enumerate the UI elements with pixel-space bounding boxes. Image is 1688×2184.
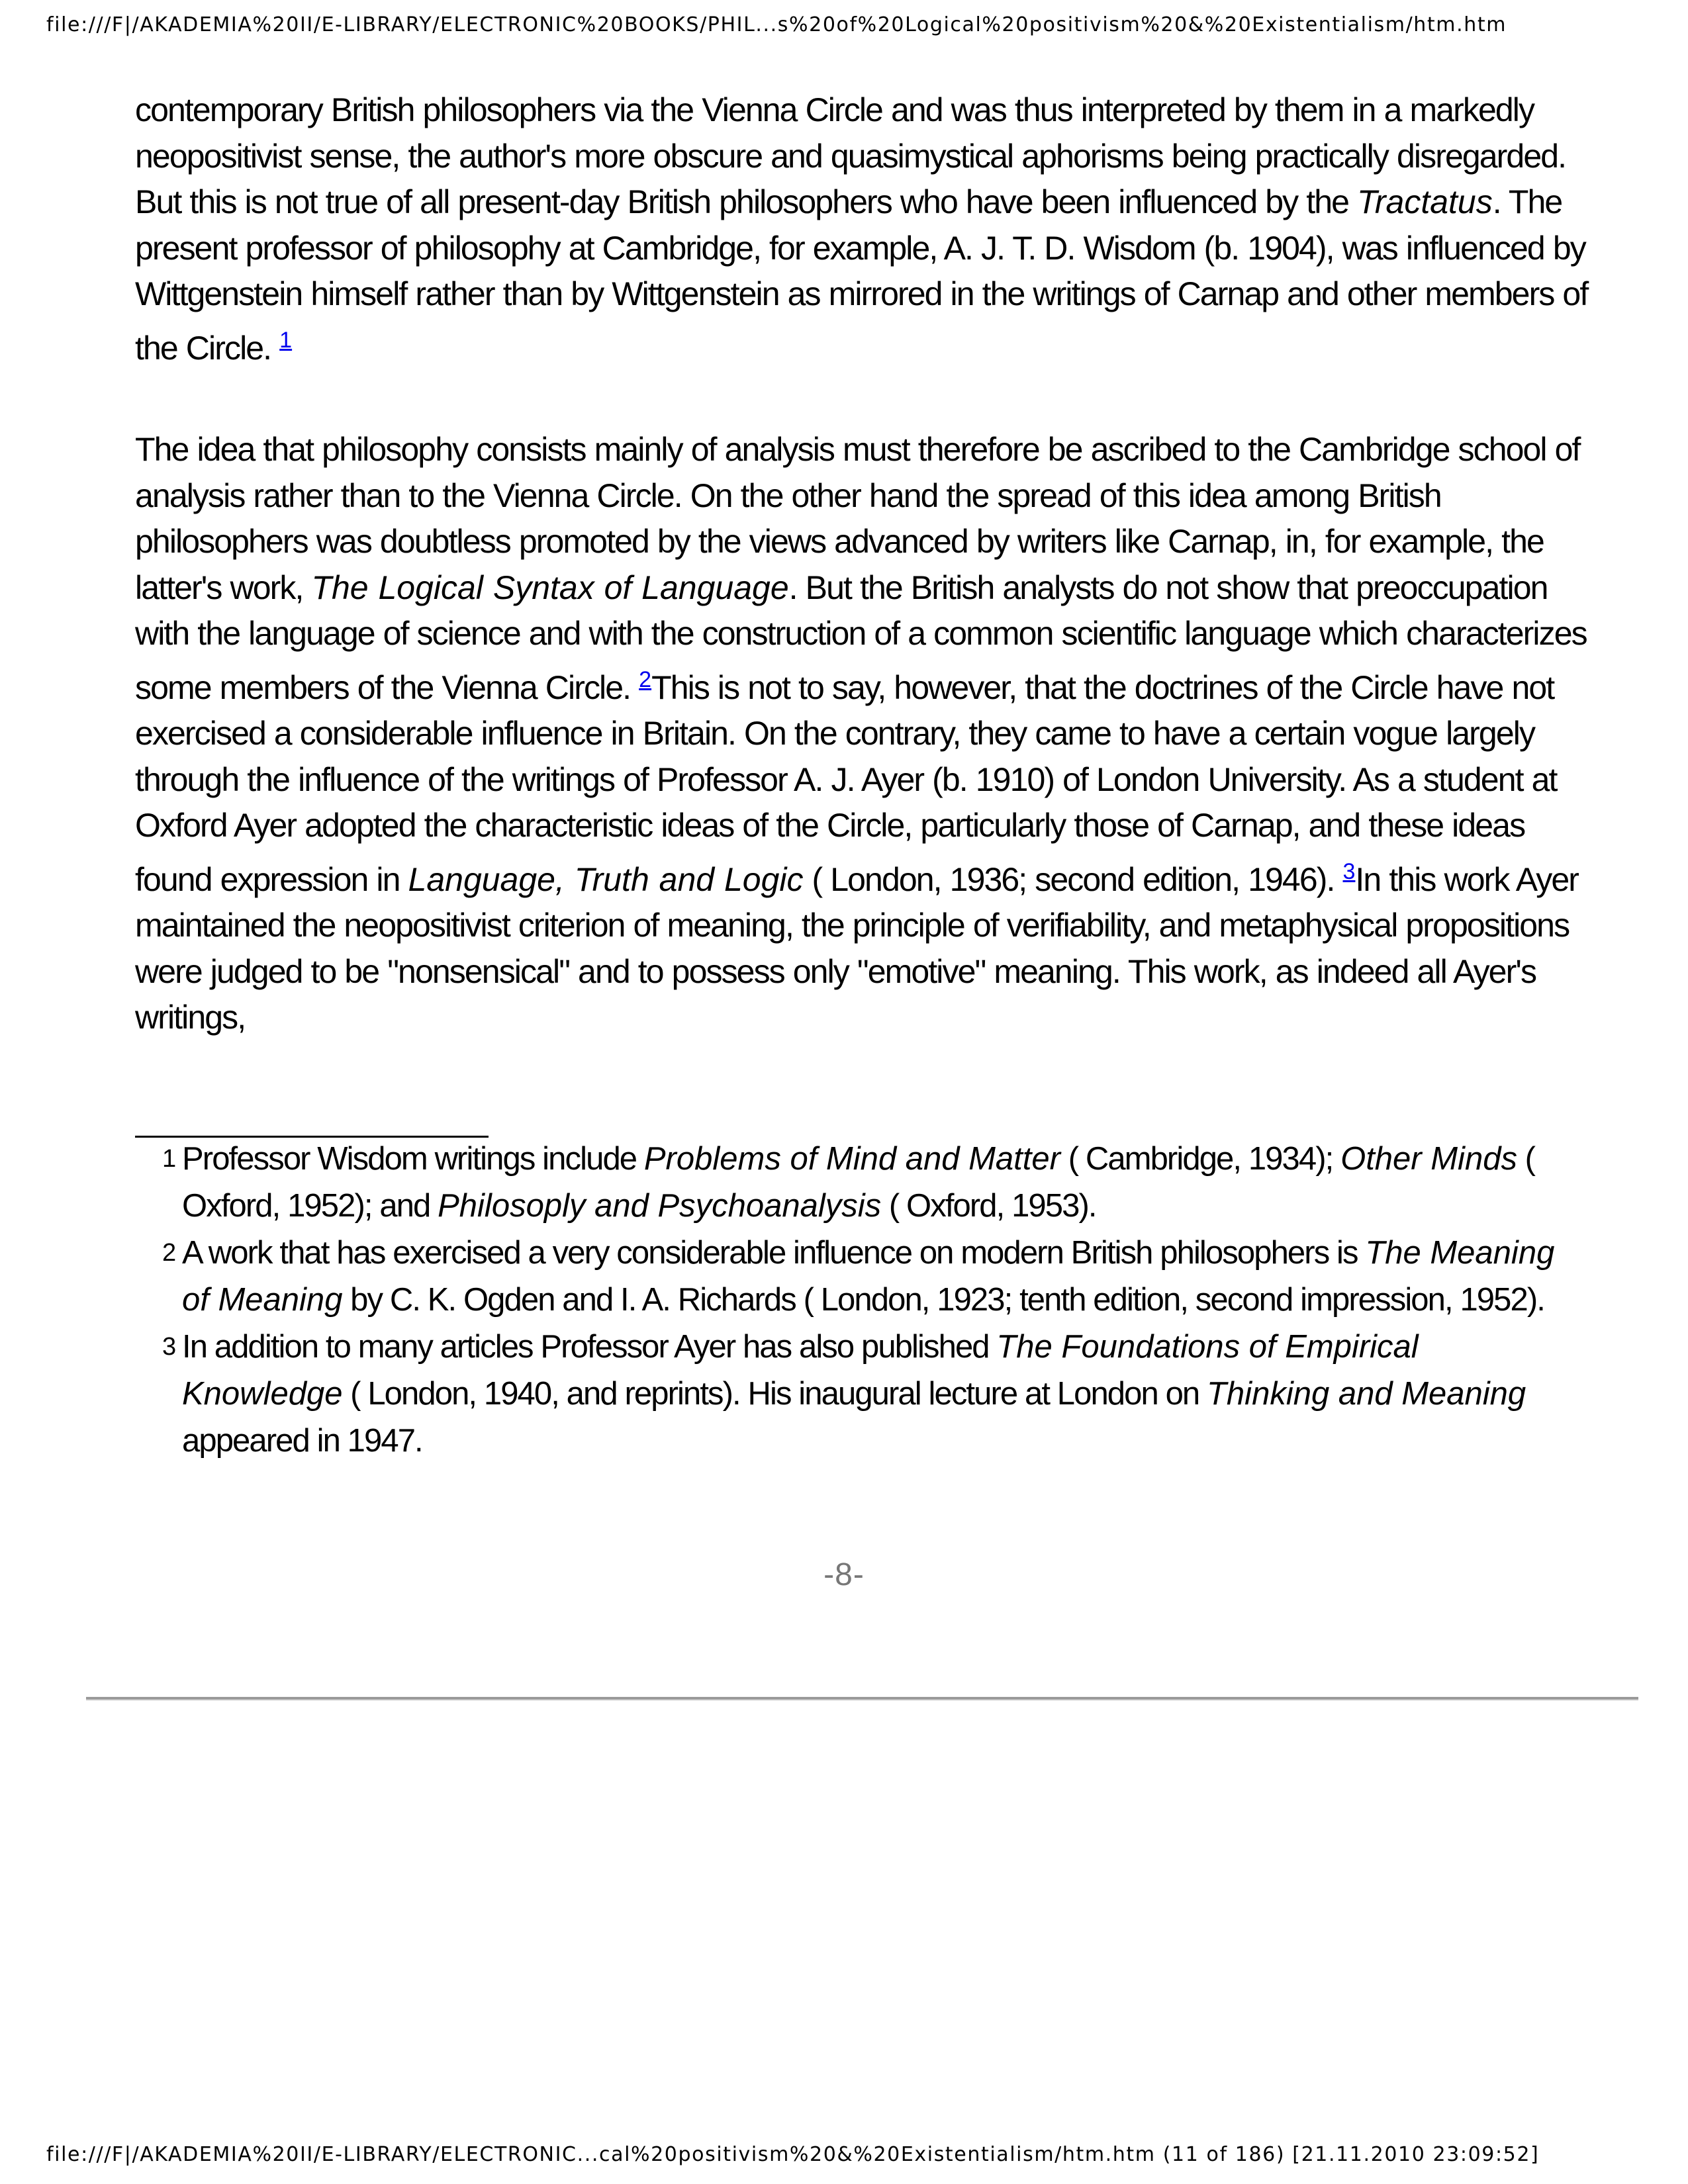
body-text	[135, 87, 1598, 1097]
footnote-3-number: 3	[162, 1333, 177, 1361]
book-title-other-minds: Other Minds	[1340, 1141, 1517, 1177]
browser-print-footer-url: file:///F|/AKADEMIA%20II/E-LIBRARY/ELECTRONIC...cal%20positivism%20&%20Existentialism/htm.htm (11 of 186) [21.11.2010 23:09:52]	[46, 2143, 1540, 2166]
book-title-problems-mind-matter: Problems of Mind and Matter	[643, 1141, 1060, 1177]
paragraph-2-text-cont-4: In this work Ayer maintained the neopositivist criterion of meaning, the principle of verifiability, and metaphysical propositions were judged to be "nonsensical" and to possess only "emotive" meaning. This work, as indeed all Ayer's writings,	[135, 860, 1579, 1036]
footnote-1	[162, 1136, 1585, 1230]
book-title-foundations-empirical-knowledge: The Foundations of Empirical Knowledge	[182, 1329, 1419, 1412]
footnote-1-number: 1	[162, 1145, 177, 1173]
book-title-logical-syntax: The Logical Syntax of Language	[311, 569, 789, 606]
paragraph-2-text-cont: . But the British analysts do not show that preoccupation with the language of science and with the construction of a common scientific language which characterizes some members of the Vienna Circle.	[135, 569, 1587, 706]
footnote-2-text-cont: by C. K. Ogden and I. A. Richards ( London, 1923; tenth edition, second impression, 1952).	[342, 1282, 1544, 1318]
paragraph-2	[135, 427, 1598, 1041]
footnote-ref-1-link[interactable]: 1	[279, 327, 293, 353]
footnote-2-number: 2	[162, 1239, 177, 1267]
footnote-2-text: A work that has exercised a very considerable influence on modern British philosophers is	[182, 1235, 1366, 1271]
book-title-tractatus: Tractatus	[1357, 183, 1493, 220]
paragraph-1-text: contemporary British philosophers via the Vienna Circle and was thus interpreted by them in a markedly neopositivist sense, the author's more obscure and quasimystical aphorisms being practically disregarded. But this is not true of all present-day British philosophers who have been influenced by the	[135, 91, 1566, 220]
page-divider	[86, 1697, 1638, 1701]
footnote-1-text: Professor Wisdom writings include	[182, 1141, 644, 1177]
footnote-ref-3-link[interactable]: 3	[1342, 858, 1356, 884]
footnote-3-text: In addition to many articles Professor Ayer has also published	[182, 1329, 997, 1365]
book-title-philosophy-psychoanalysis: Philosoply and Psychoanalysis	[438, 1188, 882, 1224]
footnote-3	[162, 1324, 1585, 1465]
book-title-thinking-and-meaning: Thinking and Meaning	[1207, 1376, 1526, 1412]
footnote-3-text-cont: ( London, 1940, and reprints). His inaugural lecture at London on	[342, 1376, 1207, 1412]
footnote-ref-2-link[interactable]: 2	[639, 666, 652, 692]
page-number: -8-	[823, 1557, 865, 1592]
paragraph-1-text-cont: . The present professor of philosophy at Cambridge, for example, A. J. T. D. Wisdom (b. 1904), was influenced by Wittgenstein himself rather than by Wittgenstein as mirrored in the writings of Carnap and other members of the Circle.	[135, 183, 1588, 367]
paragraph-2-text: The idea that philosophy consists mainly of analysis must therefore be ascribed to the Cambridge school of analysis rather than to the Vienna Circle. On the other hand the spread of this idea among British philosophers was doubtless promoted by the views advanced by writers like Carnap, in, for example, the latter's work,	[135, 431, 1580, 606]
paragraph-2-text-cont-3: ( London, 1936; second edition, 1946).	[803, 860, 1343, 898]
footnote-1-text-cont-3: ( Oxford, 1953).	[881, 1188, 1096, 1224]
footnote-2	[162, 1230, 1585, 1324]
footnote-1-text-cont-2: ( Oxford, 1952); and	[182, 1141, 1535, 1224]
book-title-language-truth-logic: Language, Truth and Logic	[408, 860, 804, 898]
footnote-3-text-cont-2: appeared in 1947.	[182, 1423, 422, 1459]
footnote-1-text-cont: ( Cambridge, 1934);	[1060, 1141, 1341, 1177]
footnotes	[162, 1136, 1585, 1465]
browser-print-header-url: file:///F|/AKADEMIA%20II/E-LIBRARY/ELECTRONIC%20BOOKS/PHIL...s%20of%20Logical%20positivism%20&%20Existentialism/htm.htm	[46, 13, 1507, 36]
paragraph-1	[135, 87, 1598, 371]
paragraph-2-text-cont-2: This is not to say, however, that the doctrines of the Circle have not exercised a considerable influence in Britain. On the contrary, they came to have a certain vogue largely through the influence of the writings of Professor A. J. Ayer (b. 1910) of London University. As a student at Oxford Ayer adopted the characteristic ideas of the Circle, particularly those of Carnap, and these ideas found expression in	[135, 668, 1557, 898]
book-title-meaning-of-meaning: The Meaning of Meaning	[182, 1235, 1555, 1318]
